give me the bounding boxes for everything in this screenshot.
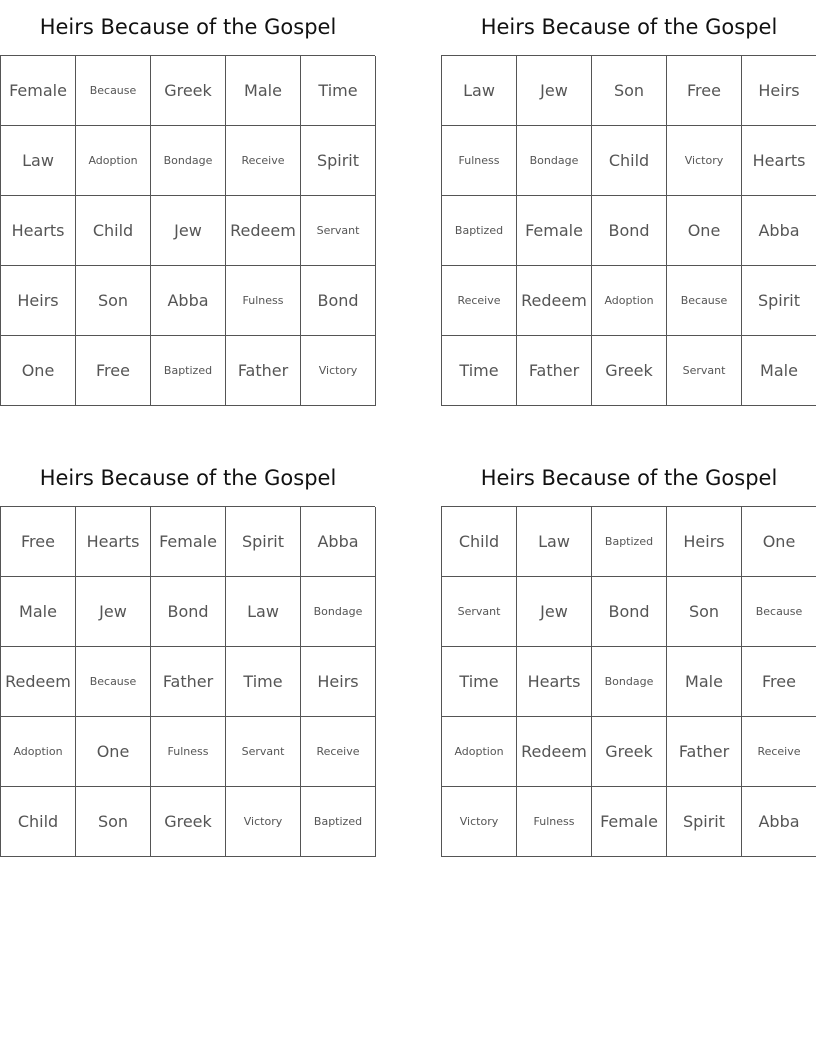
bingo-cell: Male xyxy=(742,336,816,406)
bingo-cell: Redeem xyxy=(226,196,301,266)
bingo-cell: Baptized xyxy=(592,507,667,577)
bingo-cell: Father xyxy=(226,336,301,406)
bingo-cell: Law xyxy=(442,56,517,126)
bingo-cell: Law xyxy=(517,507,592,577)
bingo-cell: Bondage xyxy=(151,126,226,196)
bingo-cell: Baptized xyxy=(151,336,226,406)
bingo-cell: Adoption xyxy=(76,126,151,196)
bingo-cell: Victory xyxy=(301,336,376,406)
bingo-cell: One xyxy=(742,507,816,577)
bingo-cell: Bondage xyxy=(592,647,667,717)
bingo-cell: One xyxy=(1,336,76,406)
bingo-cell: Abba xyxy=(301,507,376,577)
bingo-cell: Abba xyxy=(151,266,226,336)
bingo-cell: Jew xyxy=(517,56,592,126)
bingo-cell: Female xyxy=(151,507,226,577)
bingo-cell: Male xyxy=(1,577,76,647)
bingo-cell: Heirs xyxy=(742,56,816,126)
bingo-cell: Heirs xyxy=(667,507,742,577)
bingo-cell: Servant xyxy=(442,577,517,647)
bingo-cell: Female xyxy=(1,56,76,126)
bingo-cell: Abba xyxy=(742,787,816,857)
bingo-cell: Son xyxy=(592,56,667,126)
bingo-cell: Receive xyxy=(442,266,517,336)
bingo-cell: Free xyxy=(667,56,742,126)
bingo-cell: Time xyxy=(226,647,301,717)
bingo-cell: Bondage xyxy=(301,577,376,647)
bingo-cell: Law xyxy=(1,126,76,196)
bingo-cell: Child xyxy=(76,196,151,266)
bingo-cell: One xyxy=(667,196,742,266)
bingo-cell: Because xyxy=(667,266,742,336)
bingo-cell: Son xyxy=(76,266,151,336)
bingo-cell: Baptized xyxy=(301,787,376,857)
bingo-cell: Spirit xyxy=(742,266,816,336)
bingo-cell: Son xyxy=(76,787,151,857)
bingo-cell: Time xyxy=(442,647,517,717)
bingo-cell: Because xyxy=(742,577,816,647)
bingo-cell: Hearts xyxy=(517,647,592,717)
bingo-cell: Fulness xyxy=(226,266,301,336)
bingo-cell: Adoption xyxy=(442,717,517,787)
bingo-cell: Servant xyxy=(301,196,376,266)
bingo-cell: Spirit xyxy=(301,126,376,196)
bingo-cell: Receive xyxy=(301,717,376,787)
bingo-cell: Heirs xyxy=(301,647,376,717)
bingo-cell: Bond xyxy=(592,577,667,647)
bingo-cell: Time xyxy=(301,56,376,126)
card-title-text: Heirs Because of the Gospel xyxy=(480,15,778,39)
bingo-cell: Father xyxy=(517,336,592,406)
bingo-cell: Time xyxy=(442,336,517,406)
bingo-cell: Receive xyxy=(742,717,816,787)
bingo-cell: Son xyxy=(667,577,742,647)
bingo-cell: Female xyxy=(592,787,667,857)
bingo-cell: Greek xyxy=(151,56,226,126)
bingo-cell: Male xyxy=(667,647,742,717)
bingo-cell: Spirit xyxy=(226,507,301,577)
bingo-cell: Greek xyxy=(592,336,667,406)
bingo-cell: Hearts xyxy=(742,126,816,196)
bingo-cell: Adoption xyxy=(1,717,76,787)
bingo-grid xyxy=(0,506,375,857)
bingo-card-2 xyxy=(441,0,816,380)
bingo-cell: Redeem xyxy=(1,647,76,717)
bingo-cell: Bond xyxy=(592,196,667,266)
bingo-cell: Redeem xyxy=(517,717,592,787)
bingo-cell: Servant xyxy=(667,336,742,406)
bingo-cell: Jew xyxy=(76,577,151,647)
bingo-cell: Heirs xyxy=(1,266,76,336)
bingo-cell: Spirit xyxy=(667,787,742,857)
bingo-cell: Law xyxy=(226,577,301,647)
bingo-cell: Redeem xyxy=(517,266,592,336)
card-title-text: Heirs Because of the Gospel xyxy=(39,466,337,490)
bingo-cell: Free xyxy=(76,336,151,406)
bingo-grid xyxy=(0,55,375,406)
card-title-text: Heirs Because of the Gospel xyxy=(480,466,778,490)
bingo-cell: Bond xyxy=(301,266,376,336)
bingo-cell: Hearts xyxy=(76,507,151,577)
bingo-cell: Because xyxy=(76,56,151,126)
bingo-cell: One xyxy=(76,717,151,787)
card-title xyxy=(0,0,376,40)
bingo-cell: Greek xyxy=(592,717,667,787)
bingo-cell: Greek xyxy=(151,787,226,857)
card-title xyxy=(441,0,816,40)
bingo-cell: Victory xyxy=(667,126,742,196)
bingo-card-4 xyxy=(441,451,816,831)
bingo-cell: Because xyxy=(76,647,151,717)
bingo-card-3 xyxy=(0,451,376,831)
bingo-cell: Bondage xyxy=(517,126,592,196)
bingo-cell: Child xyxy=(1,787,76,857)
bingo-cell: Baptized xyxy=(442,196,517,266)
bingo-cell: Fulness xyxy=(442,126,517,196)
bingo-cell: Abba xyxy=(742,196,816,266)
bingo-cell: Servant xyxy=(226,717,301,787)
card-title xyxy=(441,451,816,491)
bingo-cell: Bond xyxy=(151,577,226,647)
bingo-cell: Free xyxy=(742,647,816,717)
bingo-cell: Fulness xyxy=(151,717,226,787)
bingo-grid xyxy=(441,55,816,406)
bingo-cell: Male xyxy=(226,56,301,126)
bingo-cell: Father xyxy=(151,647,226,717)
bingo-cell: Hearts xyxy=(1,196,76,266)
bingo-cell: Jew xyxy=(517,577,592,647)
bingo-cell: Father xyxy=(667,717,742,787)
bingo-cell: Fulness xyxy=(517,787,592,857)
bingo-cell: Victory xyxy=(226,787,301,857)
card-title xyxy=(0,451,376,491)
bingo-cell: Jew xyxy=(151,196,226,266)
bingo-cell: Victory xyxy=(442,787,517,857)
bingo-grid xyxy=(441,506,816,857)
card-title-text: Heirs Because of the Gospel xyxy=(39,15,337,39)
bingo-cell: Receive xyxy=(226,126,301,196)
bingo-cell: Adoption xyxy=(592,266,667,336)
bingo-card-1 xyxy=(0,0,376,380)
bingo-cell: Child xyxy=(442,507,517,577)
bingo-cell: Child xyxy=(592,126,667,196)
bingo-cell: Female xyxy=(517,196,592,266)
bingo-cell: Free xyxy=(1,507,76,577)
